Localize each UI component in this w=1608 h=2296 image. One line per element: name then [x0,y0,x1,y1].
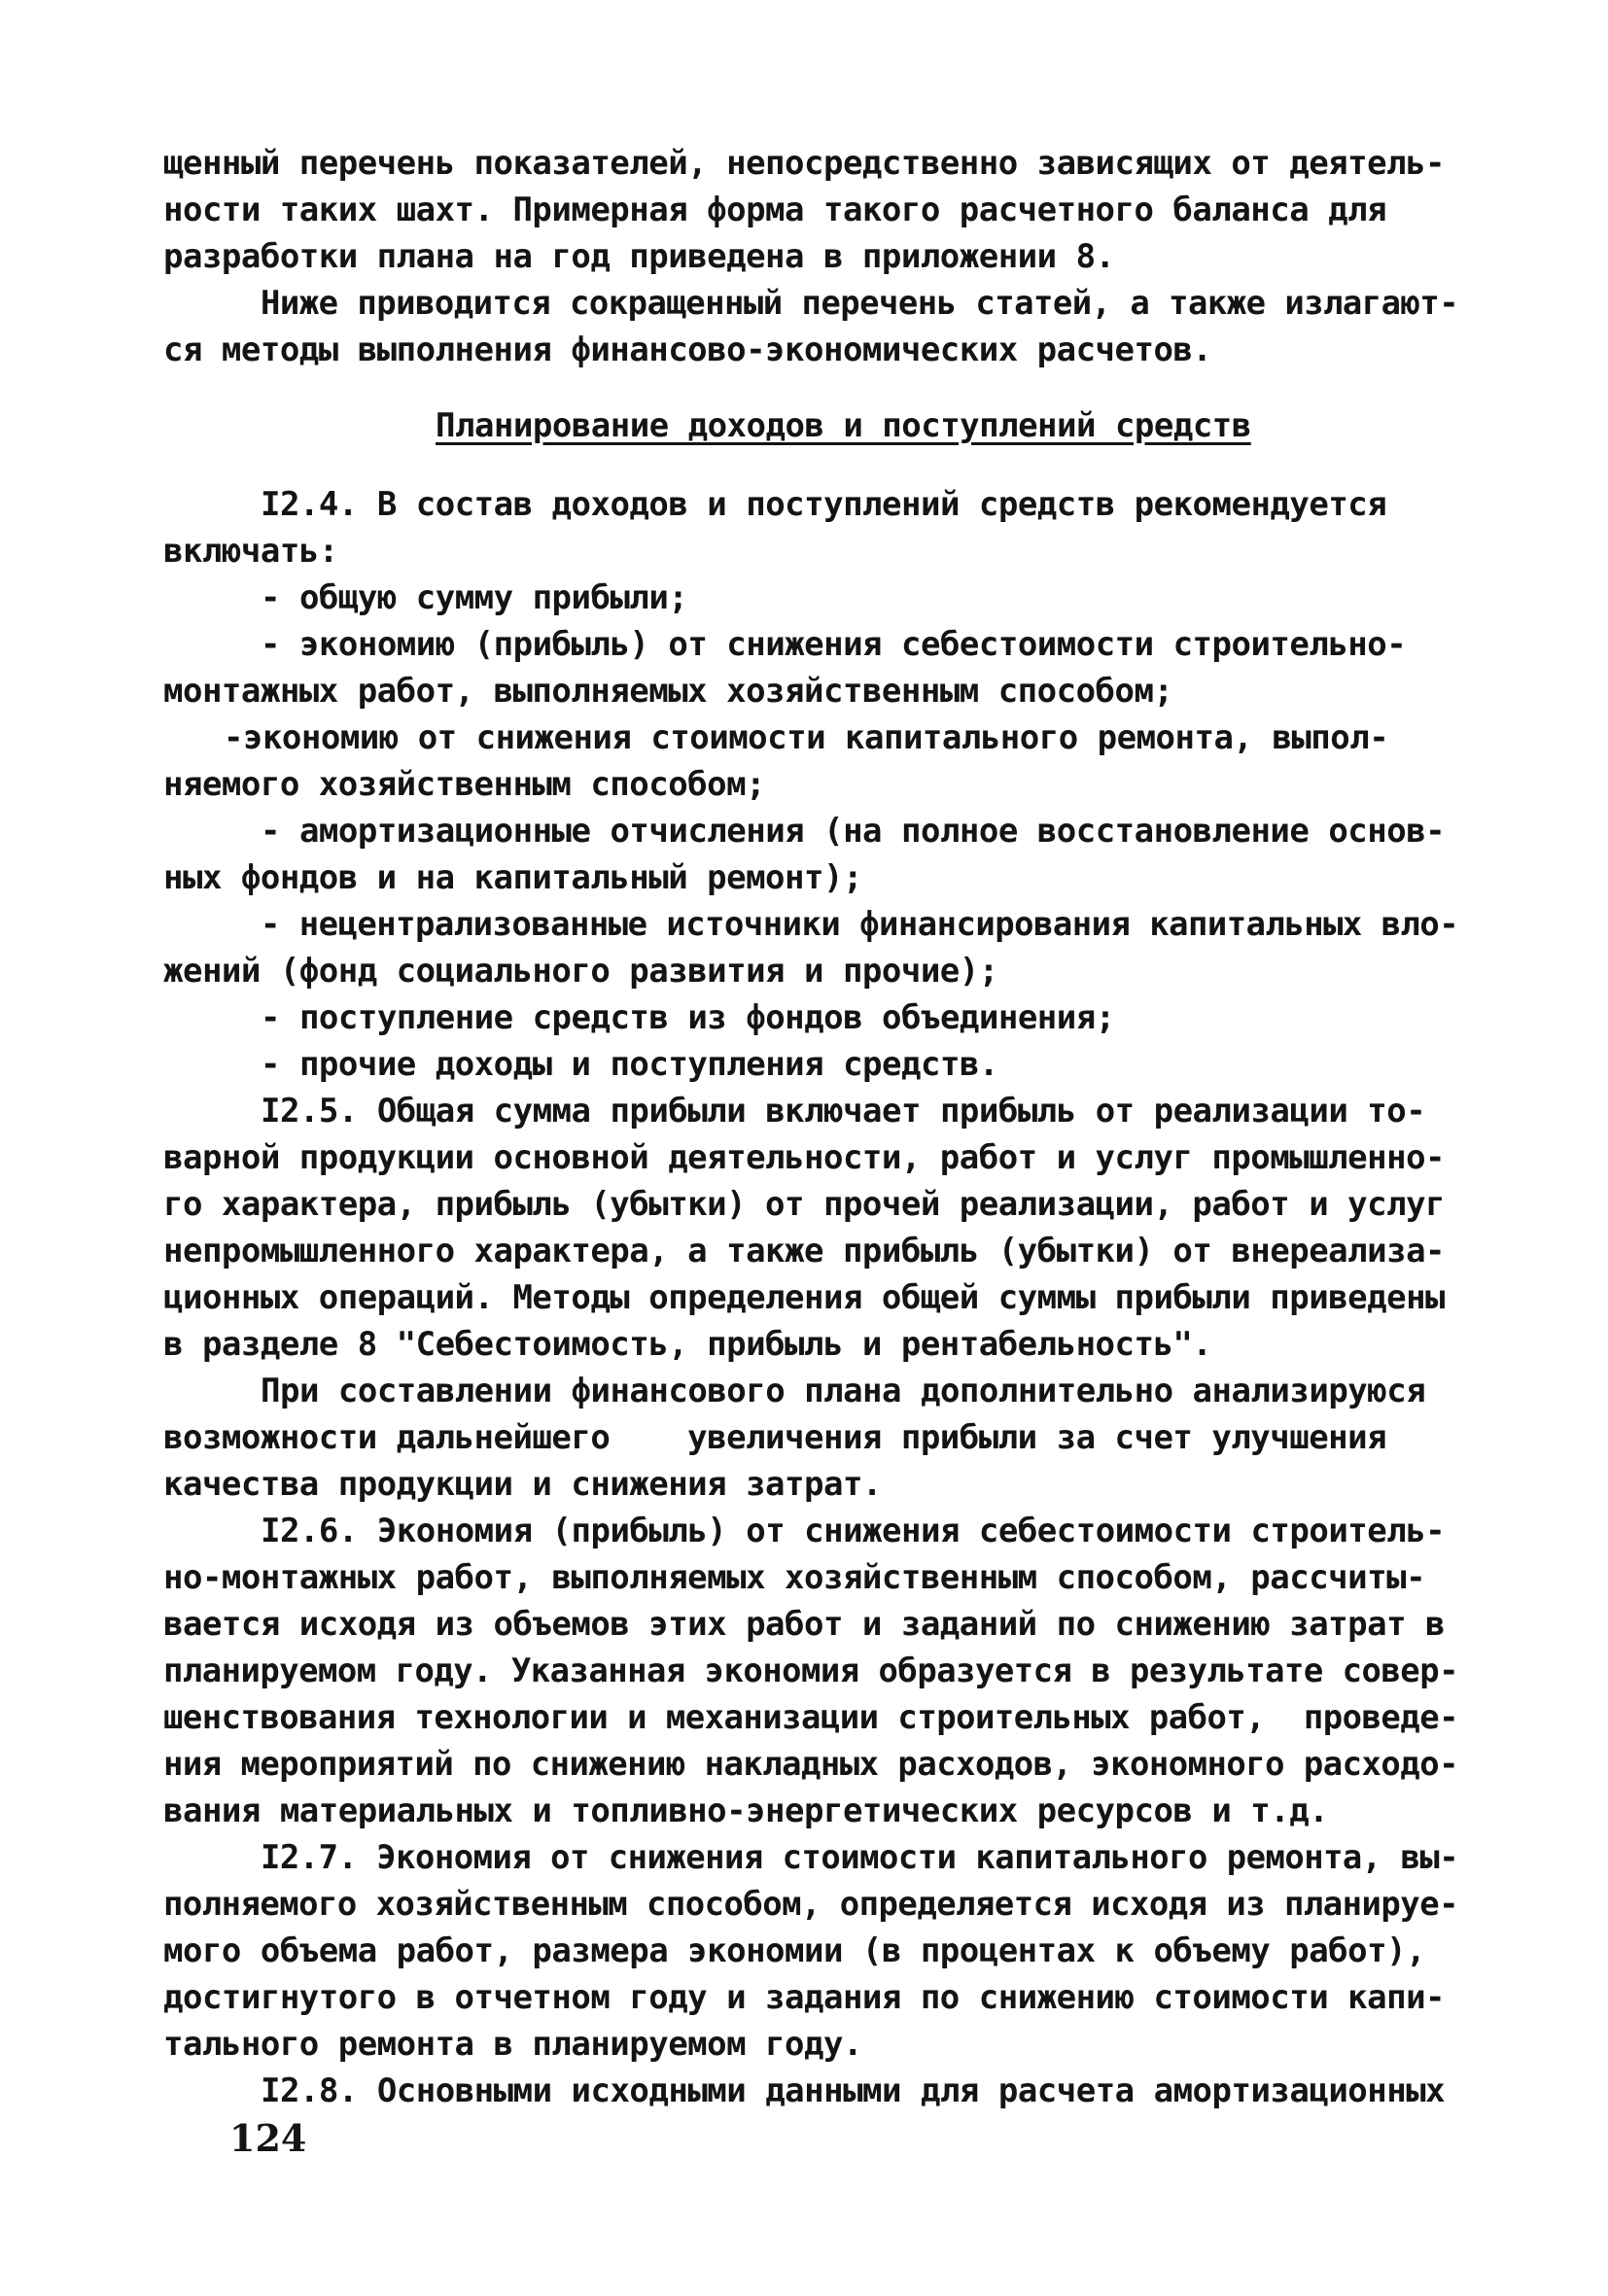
clause-12-5-line-2: варной продукции основной деятельности, работ и услуг промышленно- [163,1138,1446,1177]
analysis-line-1: При составлении финансового плана дополнительно анализируюся [261,1372,1426,1410]
list-item-continuation: монтажных работ, выполняемых хозяйственным способом; [163,672,1173,711]
list-item: - амортизационные отчисления (на полное восстановление основ- [261,812,1446,851]
section-heading: Планирование доходов и поступлений средств [436,406,1251,445]
clause-12-5-line-4: непромышленного характера, а также прибыль (убытки) от внереализа- [163,1232,1446,1270]
clause-12-7-line-4: достигнутого в отчетном году и задания по снижению стоимости капи- [163,1978,1446,2017]
clause-12-6-line-4: планируемом году. Указанная экономия образуется в результате совер- [163,1652,1458,1690]
clause-12-6-line-1: I2.6. Экономия (прибыль) от снижения себестоимости строитель- [261,1512,1446,1550]
clause-12-4-line-2: включать: [163,532,338,571]
clause-12-6-line-7: вания материальных и топливно-энергетических ресурсов и т.д. [163,1792,1329,1830]
list-item-continuation: няемого хозяйственным способом; [163,765,766,804]
page-number: 124 [229,2116,307,2160]
analysis-line-3: качества продукции и снижения затрат. [163,1465,882,1504]
analysis-line-2: возможности дальнейшего увеличения прибыли за счет улучшения [163,1418,1387,1457]
clause-12-6-line-2: но-монтажных работ, выполняемых хозяйственным способом, рассчиты- [163,1558,1426,1597]
list-item: - нецентрализованные источники финансирования капитальных вло- [261,905,1459,944]
list-item-continuation: ных фондов и на капитальный ремонт); [163,858,862,897]
clause-12-7-line-2: полняемого хозяйственным способом, определяется исходя из планируе- [163,1885,1458,1924]
list-item: - экономию (прибыль) от снижения себестоимости строительно- [261,625,1407,664]
clause-12-5-line-5: ционных операций. Методы определения общей суммы прибыли приведены [163,1278,1446,1317]
list-item: - общую сумму прибыли; [261,578,688,617]
methods-line-1: Ниже приводится сокращенный перечень статей, а также излагают- [261,284,1459,323]
clause-12-7-line-3: мого объема работ, размера экономии (в процентах к объему работ), [163,1931,1426,1970]
list-item: -экономию от снижения стоимости капитального ремонта, выпол- [224,718,1389,757]
list-item: - поступление средств из фондов объединения; [261,998,1115,1037]
clause-12-4-line-1: I2.4. В состав доходов и поступлений средств рекомендуется [261,485,1387,524]
clause-12-6-line-5: шенствования технологии и механизации строительных работ, проведе- [163,1698,1458,1737]
clause-12-5-line-6: в разделе 8 "Себестоимость, прибыль и рентабельность". [163,1325,1212,1364]
intro-line-1: щенный перечень показателей, непосредственно зависящих от деятель- [163,144,1446,183]
clause-12-5-line-3: го характера, прибыль (убытки) от прочей реализации, работ и услуг [163,1185,1446,1224]
clause-12-7-line-5: тального ремонта в планируемом году. [163,2025,862,2064]
clause-12-7-line-1: I2.7. Экономия от снижения стоимости капитального ремонта, вы- [261,1838,1459,1877]
clause-12-8-line-1: I2.8. Основными исходными данными для расчета амортизационных [261,2071,1446,2110]
clause-12-6-line-3: вается исходя из объемов этих работ и заданий по снижению затрат в [163,1605,1446,1644]
clause-12-6-line-6: ния мероприятий по снижению накладных расходов, экономного расходо- [163,1745,1458,1784]
list-item: - прочие доходы и поступления средств. [261,1045,998,1084]
intro-line-2: ности таких шахт. Примерная форма такого расчетного баланса для [163,191,1387,229]
clause-12-5-line-1: I2.5. Общая сумма прибыли включает прибыль от реализации то- [261,1092,1426,1131]
methods-line-2: ся методы выполнения финансово-экономических расчетов. [163,330,1212,369]
list-item-continuation: жений (фонд социального развития и прочие); [163,952,998,991]
intro-line-3: разработки плана на год приведена в приложении 8. [163,237,1115,276]
